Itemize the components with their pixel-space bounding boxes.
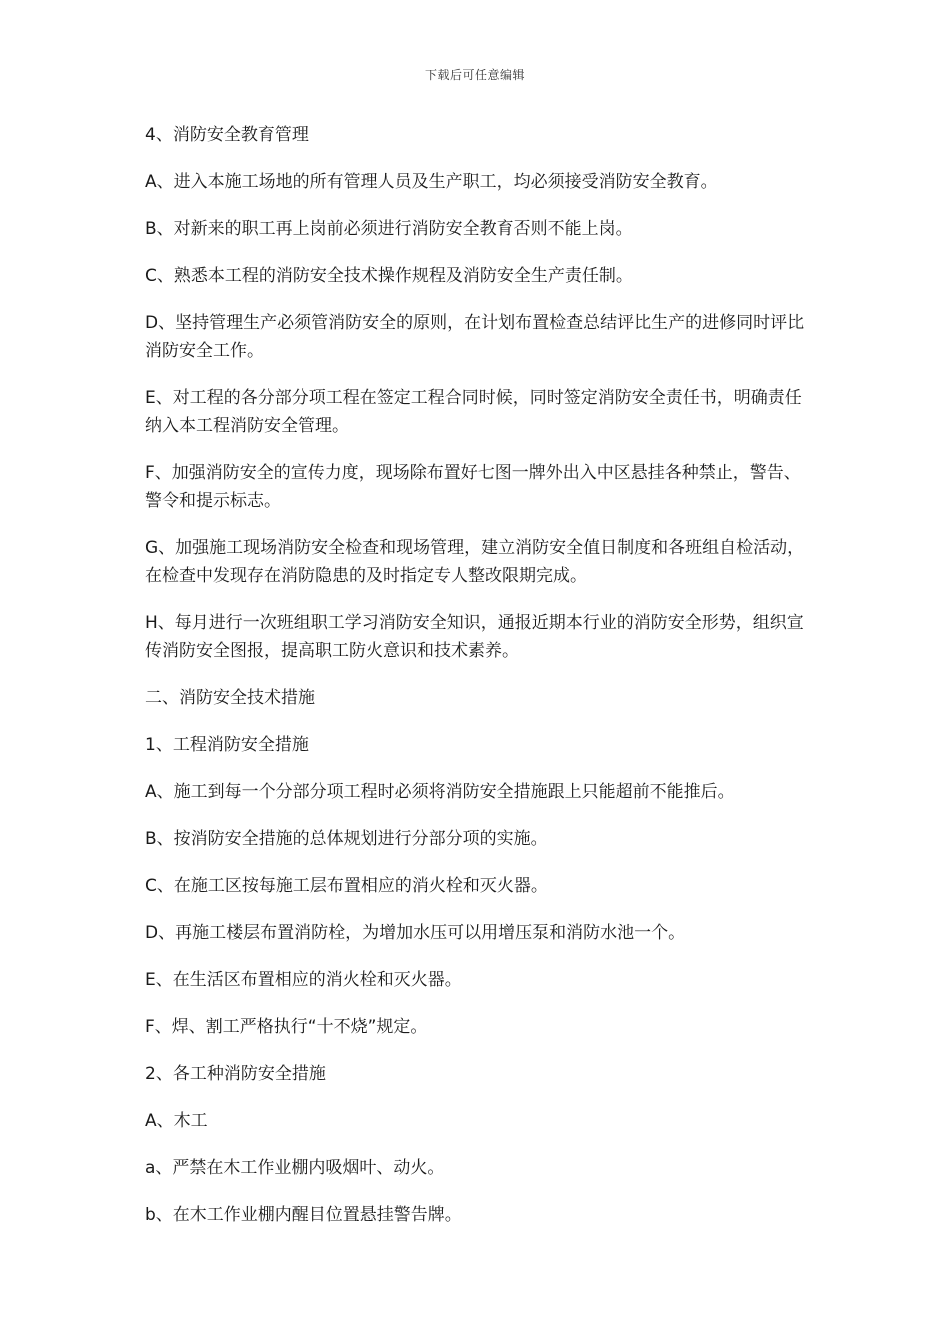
page-header-note: 下载后可任意编辑 — [424, 68, 525, 82]
section-heading: 4、消防安全教育管理 — [145, 125, 309, 145]
paragraph: B、按消防安全措施的总体规划进行分部分项的实施。 — [145, 829, 548, 849]
subsection-heading: 2、各工种消防安全措施 — [145, 1064, 326, 1084]
paragraph: G、加强施工现场消防安全检查和现场管理，建立消防安全值日制度和各班组自检活动，在检查中发现存在消防隐患的及时指定专人整改限期完成。 — [145, 538, 805, 586]
paragraph: E、对工程的各分部分项工程在签定工程合同时候，同时签定消防安全责任书，明确责任纳入本工程消防安全管理。 — [145, 388, 802, 436]
paragraph: D、再施工楼层布置消防栓，为增加水压可以用增压泵和消防水池一个。 — [145, 923, 686, 943]
paragraph: b、在木工作业棚内醒目位置悬挂警告牌。 — [145, 1205, 462, 1225]
document-body — [145, 121, 810, 1248]
paragraph: F、焊、割工严格执行“十不烧”规定。 — [145, 1017, 428, 1037]
subsection-heading: 1、工程消防安全措施 — [145, 735, 309, 755]
paragraph: C、在施工区按每施工层布置相应的消火栓和灭火器。 — [145, 876, 548, 896]
paragraph: B、对新来的职工再上岗前必须进行消防安全教育否则不能上岗。 — [145, 219, 633, 239]
paragraph: A、进入本施工场地的所有管理人员及生产职工，均必须接受消防安全教育。 — [145, 172, 718, 192]
paragraph: a、严禁在木工作业棚内吸烟叶、动火。 — [145, 1158, 445, 1178]
paragraph: C、熟悉本工程的消防安全技术操作规程及消防安全生产责任制。 — [145, 266, 633, 286]
paragraph: E、在生活区布置相应的消火栓和灭火器。 — [145, 970, 462, 990]
section-heading: 二、消防安全技术措施 — [145, 688, 315, 708]
paragraph: A、施工到每一个分部分项工程时必须将消防安全措施跟上只能超前不能推后。 — [145, 782, 735, 802]
paragraph: H、每月进行一次班组职工学习消防安全知识，通报近期本行业的消防安全形势，组织宣传消防安全图报，提高职工防火意识和技术素养。 — [145, 613, 804, 661]
paragraph: A、木工 — [145, 1111, 208, 1131]
paragraph: D、坚持管理生产必须管消防安全的原则，在计划布置检查总结评比生产的进修同时评比消防安全工作。 — [145, 313, 805, 361]
paragraph: F、加强消防安全的宣传力度，现场除布置好七图一牌外出入中区悬挂各种禁止，警告、警令和提示标志。 — [145, 463, 801, 511]
